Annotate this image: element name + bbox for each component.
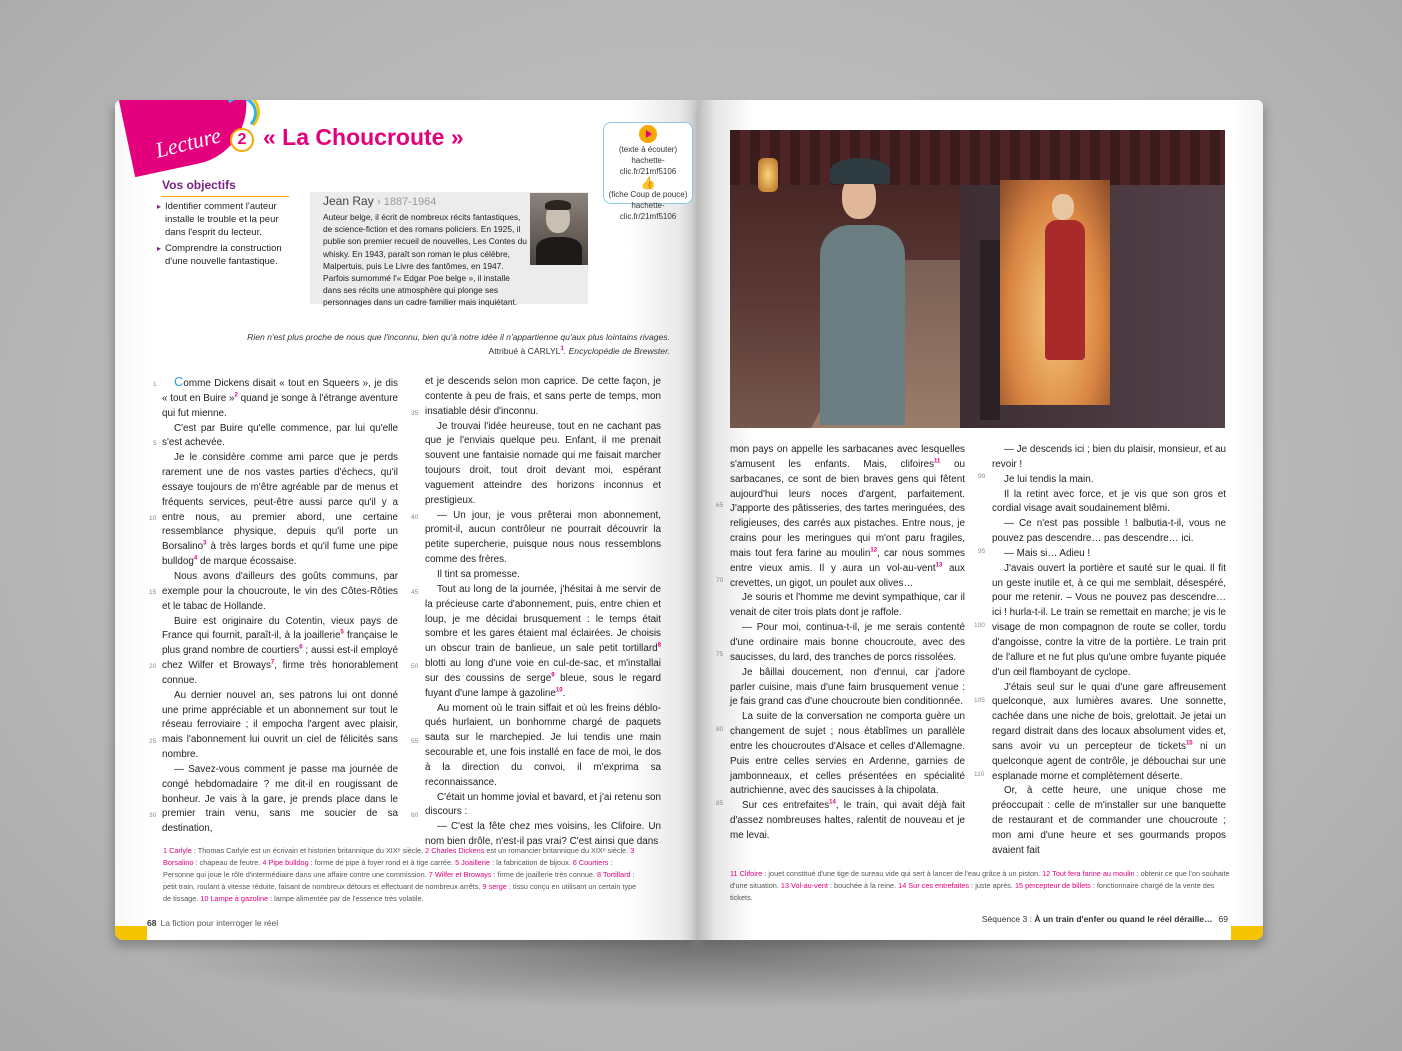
footnote-key: 6 Courtiers xyxy=(572,858,609,867)
footnote-ref: 8 xyxy=(657,642,661,649)
audio-play-icon[interactable] xyxy=(639,125,657,143)
footnote-ref: 2 xyxy=(234,392,238,399)
objectives-divider xyxy=(161,196,289,197)
right-page xyxy=(698,100,1263,940)
illustration-man-hat xyxy=(830,158,890,184)
lecture-number: 2 xyxy=(230,128,254,152)
line-number: 5 xyxy=(153,440,157,447)
line-number: 70 xyxy=(716,577,724,584)
footnote-key: 3 Borsalino xyxy=(163,846,635,867)
paragraph: — Un jour, je vous prêterai mon abonnement, promit-il, aucun contrôleur ne pourrait découvrir la petite supercherie, puisque nous nous ressemblons comme des frères. xyxy=(425,509,661,566)
paragraph: C'était un homme jovial et bavard, et j'ai retenu son discours : xyxy=(425,791,661,818)
paragraph: — Ce n'est pas possible ! balbutia-t-il, vous ne pouvez pas descendre… pas descendre… ici. xyxy=(992,518,1226,545)
page-number: 68 xyxy=(147,918,157,928)
line-number: 60 xyxy=(411,812,419,819)
footnote-ref: 4 xyxy=(193,555,198,562)
epigraph-source: . Encyclopédie de Brewster. xyxy=(563,346,670,356)
paragraph-text: de marque écossaise. xyxy=(197,556,297,568)
footnote-text: : tissu conçu en utilisant un certain type de tissage. xyxy=(163,882,637,903)
line-number: 55 xyxy=(411,738,419,745)
line-number: 25 xyxy=(149,738,157,745)
footnote-key: 9 serge xyxy=(482,882,507,891)
thumbs-up-icon[interactable]: 👍 xyxy=(640,176,656,190)
line-number: 100 xyxy=(974,622,985,629)
footnote-ref: 14 xyxy=(829,799,836,806)
paragraph: Il la retint avec force, et je vis que son gros et cordial visage avait soudainement blêmi. xyxy=(992,488,1226,515)
footnote-key: 5 Joaillerie xyxy=(455,858,490,867)
footnote-key: 12 Tout fera farine au moulin xyxy=(1042,869,1135,878)
line-number: 35 xyxy=(411,410,419,417)
text-column-1 xyxy=(162,375,398,837)
line-number: 50 xyxy=(411,663,419,670)
footnote-text: : Thomas Carlyle est un écrivain et historien britannique du XIXᵉ siècle. xyxy=(191,846,426,855)
paragraph: Nous avons d'ailleurs des goûts communs, par exemple pour la choucroute, le vin des Côtes-Rôties et le tabac de Hollande. xyxy=(162,570,398,612)
illustration-curtain xyxy=(730,130,1225,185)
paragraph: — Je descends ici ; bien du plaisir, monsieur, et au revoir ! xyxy=(992,444,1226,470)
footnote-ref: 3 xyxy=(203,540,207,547)
paragraph-text: quand je songe à l'étrange aventure qui fut mienne. xyxy=(162,392,398,419)
footnote-ref: 9 xyxy=(551,672,555,679)
paragraph: — C'est la fête chez mes voisins, les Clifoire. Un nom bien drôle, n'est-il pas vrai? C'est ainsi que dans xyxy=(425,821,661,848)
audio-line1: (texte à écouter) xyxy=(618,145,678,154)
paragraph: — Mais si… Adieu ! xyxy=(1004,547,1091,559)
footnote-key: 2 Charles Dickens xyxy=(425,846,485,855)
audio-link1[interactable]: hachette-clic.fr/21mf5106 xyxy=(619,156,677,176)
paragraph-text: ; aussi est-il employé chez Wilfer et Broways xyxy=(162,645,398,672)
page-footer-right xyxy=(982,914,1228,924)
footnote-text: : juste après. xyxy=(969,881,1015,890)
text-column-4 xyxy=(992,443,1226,859)
epigraph-author: Attribué à CARLYL xyxy=(488,346,561,356)
author-name xyxy=(323,194,436,208)
footnote-text: : Personne qui joue le rôle d'intermédiaire dans une affaire contre une commission. xyxy=(163,858,613,879)
paragraph: — Savez-vous comment je passe ma journée de congé hebdomadaire ? me dit-il en rougissant de bonheur. Je vais à la gare, je prends place dans le premier train venu, sans me soucier de sa destination, xyxy=(162,763,398,835)
footnote-text: : bouchée à la reine. xyxy=(827,881,899,890)
paragraph-text: , le train, qui avait déjà fait d'assez nombreuses haltes, ralentit de nouveau et je me levai. xyxy=(730,800,965,841)
line-number: 45 xyxy=(411,589,419,596)
paragraph-text: bleue, sous le regard fuyant d'une lampe à gazoline xyxy=(425,672,661,699)
audio-link2[interactable]: hachette-clic.fr/21mf5106 xyxy=(619,201,677,221)
paragraph-text: à très larges bords et qu'il fume une pipe bulldog xyxy=(162,541,398,568)
footnote-text: : chapeau de feutre. xyxy=(193,858,263,867)
footnote-key: 1 Carlyle xyxy=(163,846,192,855)
footnote-ref: 1 xyxy=(560,346,564,353)
illustration-conductor xyxy=(1045,220,1085,360)
portrait-body xyxy=(536,237,582,265)
page-tab xyxy=(1231,926,1263,940)
paragraph-text: blotti au long d'une voie en cul-de-sac, et m'installai sur des coussins de serge xyxy=(425,658,661,684)
objectives-title: Vos objectifs xyxy=(162,178,236,192)
footnote-text: : forme de pipe à foyer rond et à tige carrée. xyxy=(308,858,456,867)
author-bio: Auteur belge, il écrit de nombreux récits fantastiques, de science-fiction et des romans policiers. En 1925, il publie son premier recueil de nouvelles, Les Contes du whisky. En 1943, paraît son roman le plus célèbre, Malpertuis, puis Le Livre des fantômes, en 1947. Parfois surnommé l'« Edgar Poe belge », il installe dans ses récits une atmosphère qui plonge ses personnages dans un cadre familier mais inquiétant. xyxy=(323,212,527,308)
footnotes-right xyxy=(730,868,1230,904)
paragraph-text: Je le considère comme ami parce que je perds rarement une de nos vastes parties d'échecs, qu'il essaye toujours de m'être agréable par de menus et fréquents services, peut-être aussi parce qu'il y a entre nous, au premier abord, une certaine ressemblance physique, depuis qu'il porte un Borsalino xyxy=(162,452,398,553)
paragraph: Je bâillai doucement, non d'ennui, car j'adore parler cuisine, mais d'une faim brusquement venue : je fais grand cas d'une choucroute bien conditionnée. xyxy=(730,666,965,708)
paragraph-text: française le plus grand nombre de courtiers xyxy=(162,630,398,657)
footer-label: La fiction pour interroger le réel xyxy=(160,918,279,928)
footnote-text: : firme de joaillerie très connue. xyxy=(491,870,598,879)
line-number: 20 xyxy=(149,663,157,670)
line-number: 80 xyxy=(716,726,724,733)
line-number: 65 xyxy=(716,502,724,509)
footnote-key: 11 Clifoire xyxy=(730,869,763,878)
footnote-ref: 5 xyxy=(340,630,344,637)
drop-cap: C xyxy=(174,374,184,389)
line-number: 15 xyxy=(149,589,157,596)
footnote-text: : la fabrication de bijoux. xyxy=(489,858,573,867)
line-number: 90 xyxy=(978,473,986,480)
illustration-man xyxy=(820,225,905,425)
paragraph: C'est par Buire qu'elle commence, par lui qu'elle s'est achevée. xyxy=(162,422,398,449)
audio-line3: (fiche Coup de pouce) xyxy=(608,190,688,199)
paragraph-text: Buire est originaire du Cotentin, vieux pays de France qui fournit, paraît-il, à la joaillerie xyxy=(162,615,398,642)
line-number: 95 xyxy=(978,548,986,555)
book-shadow xyxy=(150,930,1260,1010)
objective-item: ▸ Comprendre la construction d'une nouvelle fantastique. xyxy=(157,242,292,268)
footnote-key: 8 Tortillard xyxy=(597,870,631,879)
footnote-key: 4 Pipe bulldog xyxy=(262,858,309,867)
paragraph: et je descends selon mon caprice. De cette façon, je contente à peu de frais, et sans perte de temps, mon insatiable désir d'inconnu. xyxy=(425,376,661,417)
illustration-conductor-head xyxy=(1052,194,1074,220)
line-number: 75 xyxy=(716,651,724,658)
line-number: 85 xyxy=(716,800,724,807)
footnote-text: : lampe alimentée par de l'essence très volatile. xyxy=(268,894,424,903)
footnote-text: : fonctionnaire chargé de la vente des tickets. xyxy=(730,881,1215,902)
sequence-label: Séquence 3 : xyxy=(981,914,1035,924)
author-name-text: Jean Ray xyxy=(323,194,374,208)
line-number: 105 xyxy=(974,697,985,704)
paragraph-text: ou sarbacanes, ce sont de bien braves gens qui fêtent aujourd'hui leurs noces d'argent, parfaitement. J'apporte des pâtisseries, des tartes meringuées, des religieuses, des carrés aux pistaches. Entre nous, je crains pour les meringues qui m'ont paru fragiles, mais tout fera farine au moulin xyxy=(730,458,966,559)
footnote-ref: 6 xyxy=(299,644,303,651)
footnote-key: 14 Sur ces entrefaites xyxy=(898,881,970,890)
line-number: 1 xyxy=(153,381,157,388)
portrait-hair xyxy=(545,200,571,210)
text-column-2 xyxy=(425,375,661,850)
author-dates: › 1887-1964 xyxy=(377,196,437,208)
audio-resource-box[interactable] xyxy=(603,122,693,221)
objective-item: ▸ Identifier comment l'auteur installe le trouble et la peur dans l'esprit du lecteur. xyxy=(157,200,292,239)
footnote-text: est un romancier britannique du XIXᵉ siècle. xyxy=(484,846,631,855)
train-illustration xyxy=(730,130,1225,428)
footnote-ref: 11 xyxy=(934,458,941,465)
line-number: 10 xyxy=(149,515,157,522)
footnote-key: 7 Wilfer et Broways xyxy=(428,870,492,879)
footnote-key: 13 Vol-au-vent xyxy=(780,881,828,890)
footnote-key: 15 percepteur de billets xyxy=(1014,881,1091,890)
lecture-label: Lecture xyxy=(152,122,224,163)
sequence-title: À un train d'enfer ou quand le réel déraille… xyxy=(1034,914,1213,924)
line-number: 40 xyxy=(411,514,419,521)
paragraph: Au dernier nouvel an, ses patrons lui ont donné une prime appréciable et un abonnement sur tout le réseau ferroviaire ; il empocha l'argent avec plaisir, mais l'abonnement lui ouvrit un ciel de félicités sans nombre. xyxy=(162,689,398,761)
paragraph: Je trouvai l'idée heureuse, tout en ne cachant pas que je l'enviais quelque peu. Enfant, il me prenait souvent une fantaisie nomade qui me faisait marcher toujours droit, tout droit devant moi, espérant vaguement atteindre des horizons inconnus et prestigieux. xyxy=(425,420,661,506)
page-footer xyxy=(147,918,278,928)
illustration-train-window xyxy=(980,240,1000,420)
footnote-ref: 12 xyxy=(870,547,878,554)
line-number: 30 xyxy=(149,812,157,819)
paragraph-text: mon pays on appelle les sarbacanes avec lesquelles s'amusent les enfants. Mais, clifoires xyxy=(730,444,965,470)
paragraph-text: J'étais seul sur le quai d'une gare affreusement quelconque, aux lumières avares. Une sonnette, cachée dans une niche de bois, grelottait. Je jetai un regard distrait dans des locaux absolument vides et, sans avoir vu un percepteur de tickets xyxy=(992,681,1226,752)
paragraph-text: ni un quelconque agent de contrôle, je débouchai sur une esplanade morne et complètement déserte. xyxy=(992,740,1226,782)
paragraph: Au moment où le train siffait et où les freins débloqués hurlaient, un bonhomme chargé de paquets sauta sur le marchepied. Je lui tendis une main secourable et, une fois installé en face de moi, le dos à la direction du convoi, il m'exprima sa reconnaissance. xyxy=(425,702,661,788)
paragraph: La suite de la conversation ne comporta guère un changement de sujet ; nous établîmes un parallèle entre les choucroutes d'Alsace et celles d'Allemagne. Puis entre celles servies en Ardenne, garnies de jambonneaux, et celles présentées en spécialité autrichienne, avec des saucisses à la chipolata. xyxy=(730,711,965,797)
footnote-ref: 13 xyxy=(935,562,943,569)
paragraph: Il tint sa promesse. xyxy=(437,568,520,580)
paragraph: Or, à cette heure, une unique chose me préoccupait : celle de m'installer sur une banquette de restaurant et de commander une choucroute ; mon ami d'une heure et ses gourmands propos avaient fait xyxy=(992,785,1226,856)
epigraph xyxy=(200,330,670,358)
paragraph: — Pour moi, continua-t-il, je me serais contenté d'une ordinaire mais bonne choucroute, avec des saucisses, du lard, des tranches de porcs rissolées. xyxy=(730,622,965,663)
paragraph-text: aux crevettes, un gigot, un poulet aux olives… xyxy=(730,562,965,589)
footnote-ref: 10 xyxy=(555,687,563,694)
text-column-3 xyxy=(730,443,965,844)
epigraph-attribution xyxy=(200,344,670,358)
paragraph-text: Sur ces entrefaites xyxy=(742,800,830,812)
paragraph: J'avais ouvert la portière et sauté sur le quai. Il fit un geste inutile et, à ce qui me semblait, désespéré, pour me retenir. – Vous ne pouvez pas descendre… ici ! hurla-t-il. Le train se remettait en marche; je vis le visage de mon compagnon de route se coller, tordu d'angoisse, contre la vitre de la portière. Le train prit de l'allure et ne fut plus qu'une ombre fuyante piquée d'un œil flamboyant de cyclope. xyxy=(992,562,1226,678)
footnote-text: : obtenir ce que l'on souhaite d'une situation. xyxy=(730,869,1230,890)
epigraph-quote: Rien n'est plus proche de nous que l'inconnu, bien qu'à notre idée il n'appartienne qu'aux plus lointains rivages. xyxy=(247,332,670,342)
line-number: 110 xyxy=(974,771,985,778)
footnote-ref: 7 xyxy=(270,659,275,666)
paragraph-text: Tout au long de la journée, j'hésitai à me servir de la précieuse carte d'abonnement, puis, entre chien et loup, je me décidai brusquement : le temps était sombre et les gares étaient mal éclairées. Je choisis un obscur train de banlieue, un sale petit tortillard xyxy=(425,583,661,655)
footnote-ref: 15 xyxy=(1185,740,1193,747)
objectives-list xyxy=(157,200,292,271)
page-title: « La Choucroute » xyxy=(263,124,464,150)
footnote-text: : petit train, roulant à vitesse réduite, faisant de nombreux détours et effectuant de nombreux arrêts. xyxy=(163,870,635,891)
paragraph: Je souris et l'homme me devint sympathique, car il venait de citer trois plats dont je raffole. xyxy=(730,592,965,619)
paragraph-text: , firme très honorablement connue. xyxy=(162,660,398,686)
author-portrait xyxy=(530,193,588,265)
paragraph-text: . xyxy=(562,687,566,699)
paragraph-text: , car nous sommes entre vieux amis. Il y aura un vol-au-vent xyxy=(730,547,965,574)
page-number: 69 xyxy=(1218,914,1228,924)
footnote-text: : jouet constitué d'une tige de sureau vide qui sert à lancer de l'eau grâce à un piston. xyxy=(762,869,1043,878)
left-page xyxy=(115,100,698,940)
footnote-key: 10 Lampe à gazoline xyxy=(200,894,269,903)
page-tab xyxy=(115,926,147,940)
paragraph-text: omme Dickens disait « tout en Squeers », je dis « tout en Buire » xyxy=(162,378,398,404)
footnotes xyxy=(163,845,643,905)
paragraph: Je lui tendis la main. xyxy=(1004,473,1094,485)
illustration-lamp xyxy=(758,158,778,192)
